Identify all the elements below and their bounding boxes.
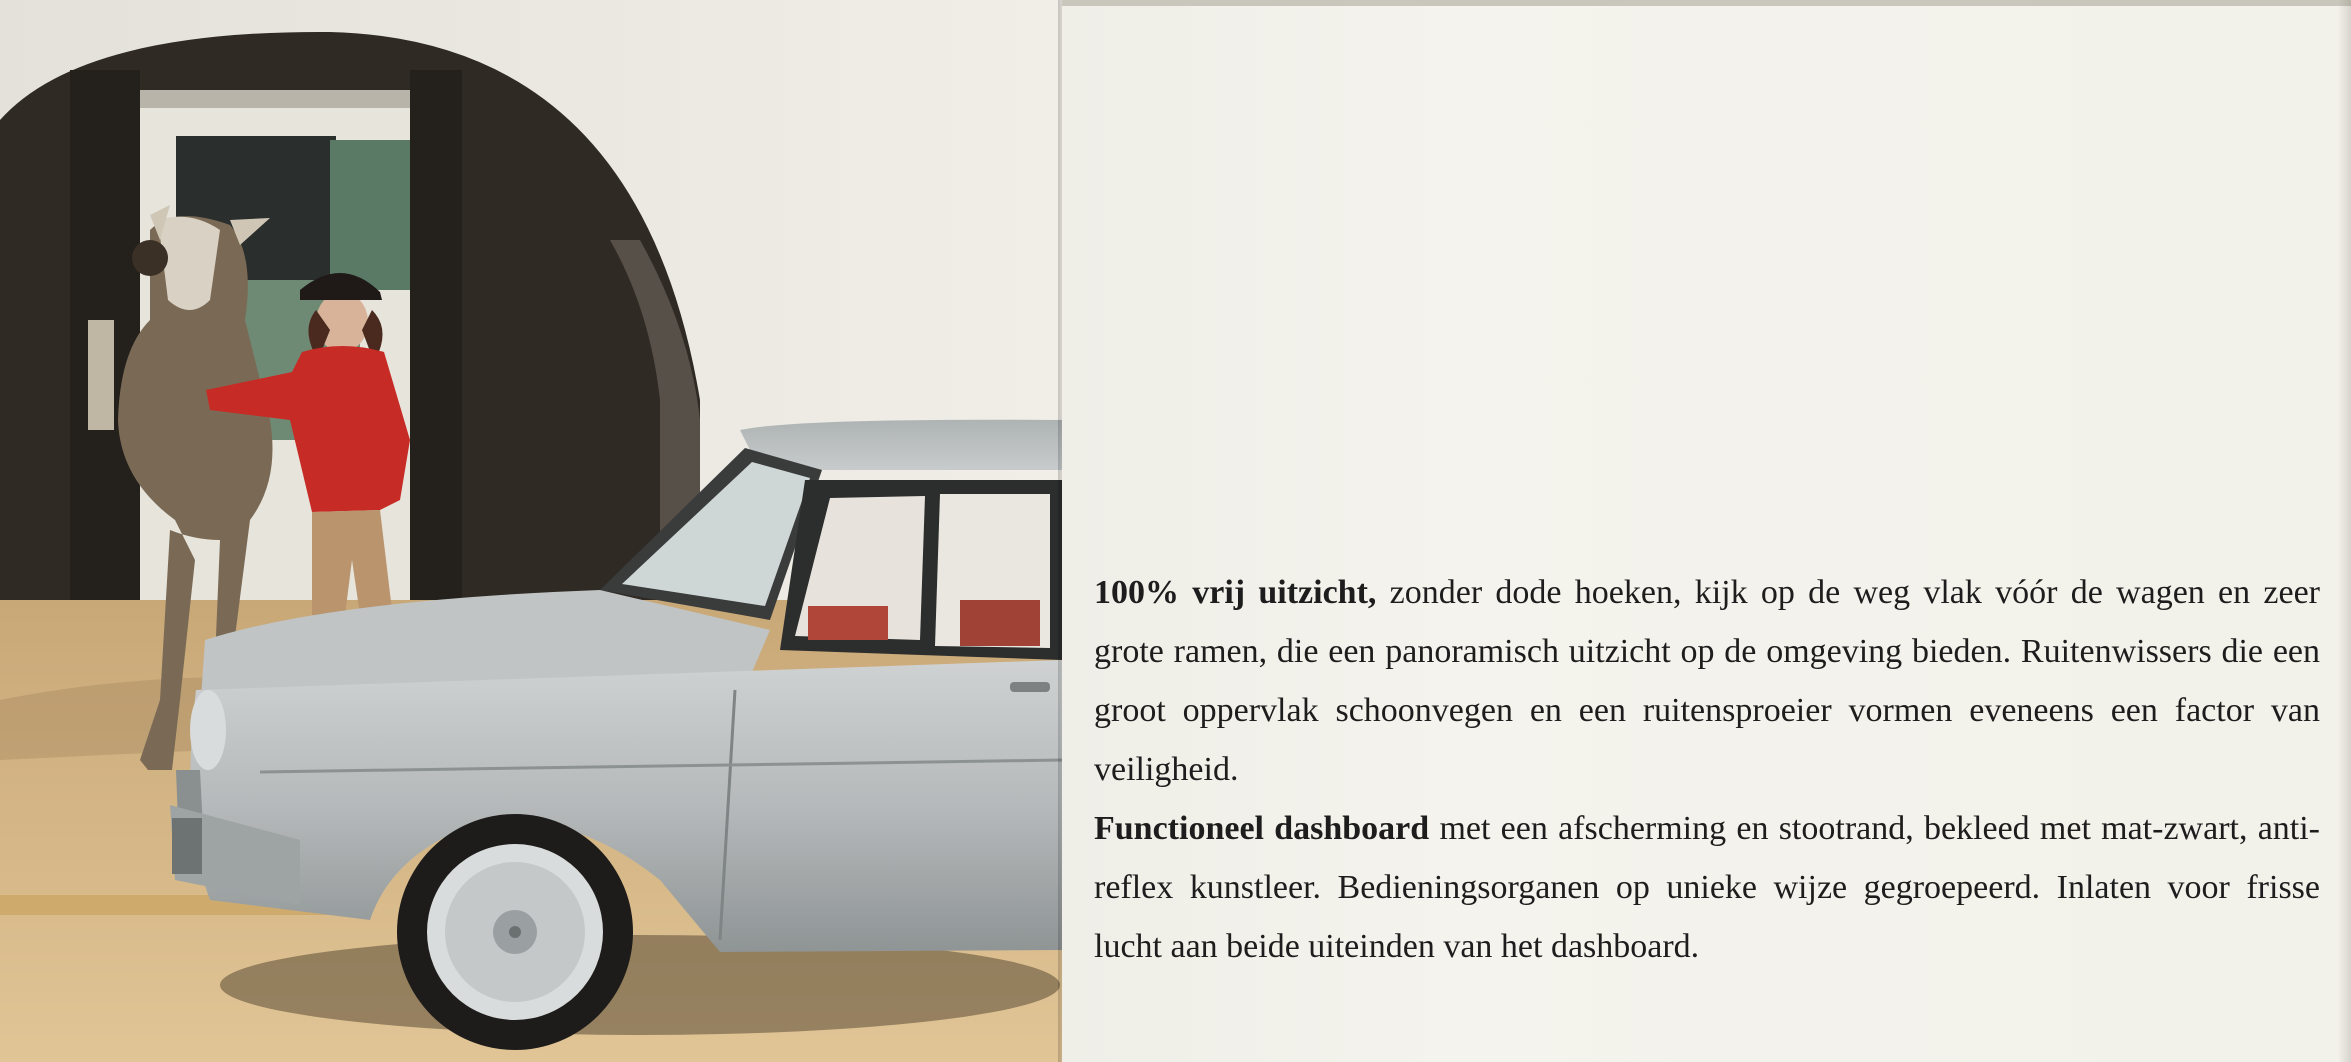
body-dashboard: met een afscherming en stootrand, bekleed met mat-zwart, anti-reflex kunstleer. Bedieningsorganen op unieke wijze gegroepeerd. Inlaten voor frisse lucht aan beide uiteinden van het dashboard. xyxy=(1094,810,2321,965)
lead-visibility: 100% vrij uitzicht, xyxy=(1094,574,1377,611)
photo-car-horse xyxy=(0,0,1062,1062)
page-right-edge xyxy=(2338,0,2351,1062)
paragraph-dashboard xyxy=(1094,799,2320,976)
page-top-edge xyxy=(1062,0,2351,6)
body-visibility: zonder dode hoeken, kijk op de weg vlak vóór de wagen en zeer grote ramen, die een panoramisch uitzicht op de omgeving bieden. Ruitenwissers die een groot oppervlak schoonvegen en een ruitensproeier vormen eveneens een factor van veiligheid. xyxy=(1094,574,2320,788)
paragraph-visibility xyxy=(1094,563,2320,799)
article-text xyxy=(1094,563,2320,976)
lead-dashboard: Functioneel dashboard xyxy=(1094,810,1430,847)
